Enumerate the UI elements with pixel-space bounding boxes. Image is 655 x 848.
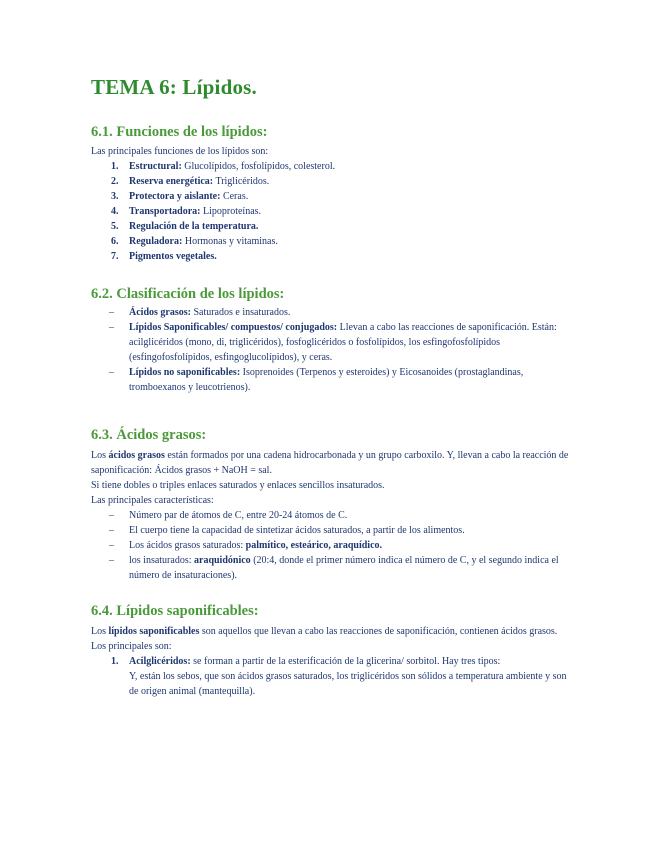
list-text: (20:4, donde el primer número indica el número de C, y el segundo indica el número de insaturaciones). — [129, 555, 559, 581]
dash-bullet: – — [109, 555, 114, 566]
list-text: se forman a partir de la esterificación de la glicerina/ sorbitol. Hay tres tipos: — [190, 656, 501, 667]
paragraph — [91, 624, 571, 654]
list-item — [91, 189, 571, 204]
list-number: 5. — [111, 221, 119, 232]
list-term: Acilglicéridos: — [129, 656, 191, 667]
list-item — [91, 204, 571, 219]
list-term: Ácidos grasos: — [129, 307, 191, 318]
paragraph: Las principales características: — [91, 495, 214, 506]
list-item — [91, 320, 571, 365]
page-title: TEMA 6: Lípidos. — [91, 75, 257, 99]
list-item — [91, 249, 571, 264]
list-number: 2. — [111, 176, 119, 187]
section-body-lipidos-saponificables — [91, 624, 571, 699]
list-text: Glucolípidos, fosfolípidos, colesterol. — [181, 161, 336, 172]
list-number: 1. — [111, 656, 119, 667]
list-item — [91, 219, 571, 234]
dash-bullet: – — [109, 307, 114, 318]
functions-list — [91, 159, 571, 264]
list-text: Ceras. — [220, 191, 249, 202]
characteristics-list — [91, 508, 571, 583]
list-text: El cuerpo tiene la capacidad de sintetizar ácidos saturados, a partir de los alimentos. — [129, 525, 465, 536]
list-text: Lipoproteínas. — [200, 206, 262, 217]
list-item — [91, 553, 571, 583]
dash-bullet: – — [109, 367, 114, 378]
paragraph — [91, 448, 571, 478]
dash-bullet: – — [109, 322, 114, 333]
list-text: Hormonas y vitaminas. — [182, 236, 278, 247]
list-term: Lípidos no saponificables: — [129, 367, 241, 378]
text-span: Los — [91, 450, 109, 461]
section-body-funciones — [91, 144, 571, 264]
list-number: 7. — [111, 251, 119, 262]
list-term: araquidónico — [194, 555, 251, 566]
list-term: Regulación de la temperatura. — [129, 221, 259, 232]
section-heading-acidos-grasos: 6.3. Ácidos grasos: — [91, 427, 207, 443]
list-item — [91, 538, 571, 553]
list-term: Reserva energética: — [129, 176, 214, 187]
list-item — [91, 523, 571, 538]
paragraph: Si tiene dobles o triples enlaces saturados y enlaces sencillos insaturados. — [91, 480, 385, 491]
list-text: Llevan a cabo las reacciones de saponificación. Están: acilglicéridos (mono, di, triglicéridos), fosfoglicéridos o fosfolípidos, los esfingofosfolípidos (esfingofosfolípidos, esfingoglucolípidos), y ceras. — [129, 322, 557, 363]
list-item — [91, 159, 571, 174]
section-heading-funciones: 6.1. Funciones de los lípidos: — [91, 124, 268, 140]
saponificables-list — [91, 654, 571, 699]
text-span: están formados por una cadena hidrocarbonada y un grupo carboxilo. Y, llevan a cabo la reacción de saponificación: Ácidos grasos + NaOH = sal. — [91, 450, 569, 476]
list-term: Reguladora: — [129, 236, 183, 247]
list-number: 6. — [111, 236, 119, 247]
dash-bullet: – — [109, 510, 114, 521]
list-number: 4. — [111, 206, 119, 217]
list-item — [91, 365, 571, 395]
text-span: son aquellos que llevan a cabo las reacciones de saponificación, contienen ácidos grasos. Los principales son: — [91, 626, 558, 652]
bold-term: ácidos grasos — [108, 450, 165, 461]
list-subtext: Y, están los sebos, que son ácidos grasos saturados, los triglicéridos son sólidos a temperatura ambiente y son de origen animal (mantequilla). — [129, 671, 567, 697]
list-text: Los ácidos grasos saturados: — [129, 540, 246, 551]
list-term: palmítico, esteárico, araquídico. — [245, 540, 383, 551]
list-text: Triglicéridos. — [213, 176, 270, 187]
dash-bullet: – — [109, 525, 114, 536]
list-term: Transportadora: — [129, 206, 201, 217]
paragraph: Las principales funciones de los lípidos son: — [91, 146, 269, 157]
list-item — [91, 654, 571, 699]
list-term: Estructural: — [129, 161, 182, 172]
list-item — [91, 234, 571, 249]
list-term: Protectora y aislante: — [129, 191, 221, 202]
section-body-clasificacion — [91, 305, 571, 395]
list-term: Lípidos Saponificables/ compuestos/ conjugados: — [129, 322, 338, 333]
section-body-acidos-grasos — [91, 448, 571, 583]
list-text: Isoprenoides (Terpenos y esteroides) y Eicosanoides (prostaglandinas, tromboexanos y leucotrienos). — [129, 367, 524, 393]
list-text: Número par de átomos de C, entre 20-24 átomos de C. — [129, 510, 348, 521]
list-item — [91, 508, 571, 523]
bold-term: lípidos saponificables — [108, 626, 200, 637]
section-heading-lipidos-saponificables: 6.4. Lípidos saponificables: — [91, 603, 259, 619]
list-term: Pigmentos vegetales. — [129, 251, 217, 262]
list-number: 1. — [111, 161, 119, 172]
list-item — [91, 174, 571, 189]
dash-bullet: – — [109, 540, 114, 551]
section-heading-clasificacion: 6.2. Clasificación de los lípidos: — [91, 286, 285, 302]
list-number: 3. — [111, 191, 119, 202]
text-span: Los — [91, 626, 109, 637]
list-text: Saturados e insaturados. — [190, 307, 291, 318]
classification-list — [91, 305, 571, 395]
list-item — [91, 305, 571, 320]
list-text: los insaturados: — [129, 555, 194, 566]
